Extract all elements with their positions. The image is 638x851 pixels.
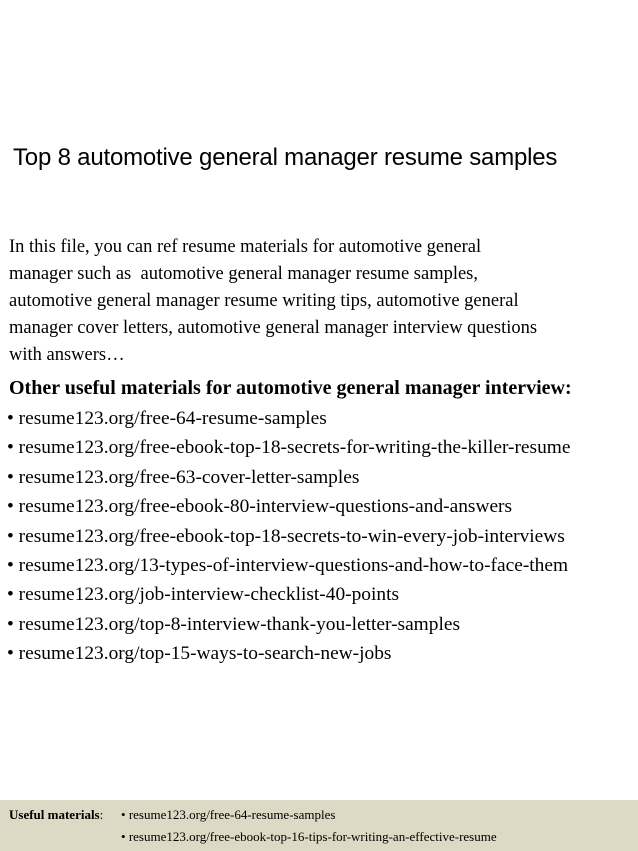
list-item bbox=[7, 492, 570, 521]
list-item bbox=[7, 639, 570, 668]
list-item bbox=[7, 522, 570, 551]
footer-label-text: Useful materials bbox=[9, 807, 100, 822]
list-item bbox=[7, 580, 570, 609]
bullet: • bbox=[7, 584, 14, 606]
list-item bbox=[7, 433, 570, 462]
materials-subheading: Other useful materials for automotive general manager interview: bbox=[9, 377, 572, 399]
footer-label-colon: : bbox=[99, 807, 104, 822]
intro-line: with answers… bbox=[9, 345, 125, 365]
footer-link[interactable]: resume123.org/free-ebook-top-16-tips-for-writing-an-effective-resume bbox=[128, 829, 497, 844]
intro-line: manager such as automotive general manager resume samples, bbox=[9, 264, 479, 284]
list-item bbox=[7, 610, 570, 639]
resource-link[interactable]: resume123.org/13-types-of-interview-questions-and-how-to-face-them bbox=[18, 554, 569, 576]
bullet: • bbox=[7, 496, 14, 518]
bullet: • bbox=[121, 807, 126, 822]
list-item bbox=[7, 463, 570, 492]
intro-paragraph bbox=[9, 234, 629, 369]
resource-link[interactable]: resume123.org/free-ebook-top-18-secrets-for-writing-the-killer-resume bbox=[18, 437, 571, 459]
bullet: • bbox=[7, 525, 14, 547]
list-item bbox=[121, 806, 497, 828]
bullet: • bbox=[7, 437, 14, 459]
bullet: • bbox=[7, 408, 14, 429]
bullet: • bbox=[7, 643, 14, 665]
list-item bbox=[7, 551, 570, 580]
resource-link[interactable]: resume123.org/free-64-resume-samples bbox=[18, 408, 327, 429]
resource-link[interactable]: resume123.org/free-ebook-top-18-secrets-to-win-every-job-interviews bbox=[18, 525, 565, 547]
materials-link-list bbox=[7, 404, 570, 669]
resource-link[interactable]: resume123.org/free-ebook-80-interview-questions-and-answers bbox=[18, 496, 513, 518]
list-item bbox=[121, 828, 497, 850]
resource-link[interactable]: resume123.org/top-8-interview-thank-you-letter-samples bbox=[18, 613, 460, 635]
footer-label bbox=[9, 806, 103, 824]
list-item bbox=[7, 404, 570, 433]
bullet: • bbox=[7, 554, 14, 576]
document-title: Top 8 automotive general manager resume samples bbox=[13, 144, 558, 171]
footer-link-list bbox=[121, 806, 497, 850]
resource-link[interactable]: resume123.org/job-interview-checklist-40-points bbox=[18, 584, 400, 606]
resource-link[interactable]: resume123.org/top-15-ways-to-search-new-jobs bbox=[18, 643, 392, 665]
bullet: • bbox=[121, 829, 126, 844]
footer-link[interactable]: resume123.org/free-64-resume-samples bbox=[128, 807, 336, 822]
bullet: • bbox=[7, 613, 14, 635]
resource-link[interactable]: resume123.org/free-63-cover-letter-samples bbox=[18, 466, 360, 488]
intro-line: automotive general manager resume writing tips, automotive general bbox=[9, 291, 519, 311]
bullet: • bbox=[7, 466, 14, 488]
footer-bar bbox=[0, 800, 638, 851]
intro-line: manager cover letters, automotive general manager interview questions bbox=[9, 318, 538, 338]
intro-line: In this file, you can ref resume materials for automotive general bbox=[9, 237, 482, 257]
